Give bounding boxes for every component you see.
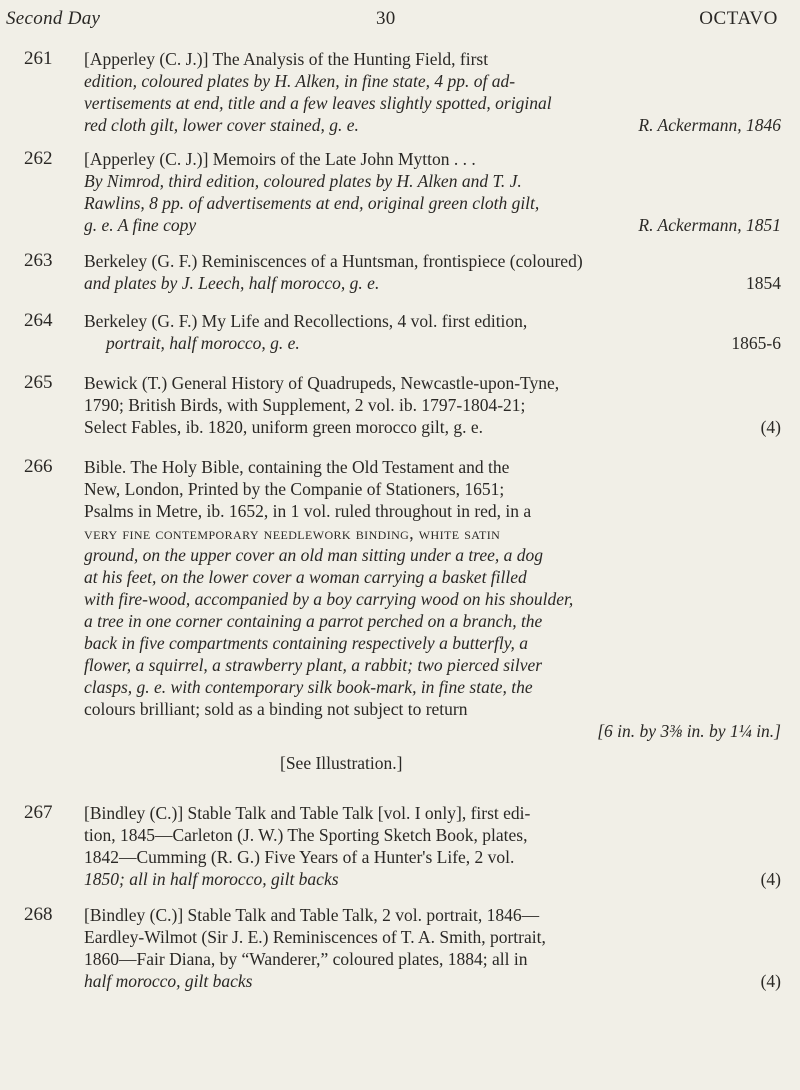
lot-line-wrap (84, 868, 781, 890)
lot-line: back in five compartments containing respectively a butterfly, a (84, 633, 529, 653)
lot-imprint: 1854 (746, 273, 781, 293)
lot-number: 262 (24, 148, 53, 169)
lot-line: Rawlins, 8 pp. of advertisements at end, original green cloth gilt, (84, 193, 540, 213)
lot-line-wrap (84, 114, 781, 136)
lot-line: half morocco, gilt backs (84, 971, 253, 991)
lot-line-wrap (84, 970, 781, 992)
lot-description (84, 372, 781, 438)
lot-line: Berkeley (G. F.) My Life and Recollections, 4 vol. first edition, (84, 311, 528, 331)
lot-line: [Bindley (C.)] Stable Talk and Table Talk, 2 vol. portrait, 1846— (84, 905, 540, 925)
lot-line: Eardley-Wilmot (Sir J. E.) Reminiscences of T. A. Smith, portrait, (84, 927, 546, 947)
lot-imprint: R. Ackermann, 1851 (638, 215, 781, 235)
lot-quantity: (4) (760, 971, 781, 991)
lot-line: [Bindley (C.)] Stable Talk and Table Talk [vol. I only], first edi- (84, 803, 531, 823)
lot-line-wrap (84, 332, 781, 354)
lot-line: portrait, half morocco, g. e. (106, 333, 300, 353)
lot-line: 1850; all in half morocco, gilt backs (84, 869, 339, 889)
lot-description (84, 802, 781, 890)
lot-line: tion, 1845—Carleton (J. W.) The Sporting Sketch Book, plates, (84, 825, 528, 845)
lot-line: very fine contemporary needlework binding, white satin (84, 523, 501, 543)
lot-line: and plates by J. Leech, half morocco, g. e. (84, 273, 380, 293)
lot-quantity: (4) (760, 417, 781, 437)
lot-line: [Apperley (C. J.)] The Analysis of the Hunting Field, first (84, 49, 489, 69)
lot-number: 265 (24, 372, 53, 393)
lot-line-wrap (84, 720, 781, 742)
lot-number: 268 (24, 904, 53, 925)
header-section: OCTAVO (699, 8, 778, 29)
lot-line: clasps, g. e. with contemporary silk book-mark, in fine state, the (84, 677, 533, 697)
lot-number: 266 (24, 456, 53, 477)
lot-number: 264 (24, 310, 53, 331)
lot-description (84, 456, 781, 774)
lot-imprint: 1865-6 (731, 333, 781, 353)
lot-line: ground, on the upper cover an old man sitting under a tree, a dog (84, 545, 543, 565)
lot-line: 1842—Cumming (R. G.) Five Years of a Hunter's Life, 2 vol. (84, 847, 515, 867)
lot-line: with fire-wood, accompanied by a boy carrying wood on his shoulder, (84, 589, 574, 609)
lot-line-wrap (84, 272, 781, 294)
lot-number: 267 (24, 802, 53, 823)
lot-line: vertisements at end, title and a few leaves slightly spotted, original (84, 93, 552, 113)
lot-imprint: R. Ackermann, 1846 (638, 115, 781, 135)
lot-description (84, 904, 781, 992)
lot-line: Bewick (T.) General History of Quadrupeds, Newcastle-upon-Tyne, (84, 373, 560, 393)
lot-line-wrap (84, 416, 781, 438)
lot-line-wrap (84, 214, 781, 236)
lot-line: [Apperley (C. J.)] Memoirs of the Late John Mytton . . . (84, 149, 476, 169)
lot-quantity: (4) (760, 869, 781, 889)
lot-line: a tree in one corner containing a parrot perched on a branch, the (84, 611, 543, 631)
lot-line: flower, a squirrel, a strawberry plant, a rabbit; two pierced silver (84, 655, 543, 675)
lot-line: Psalms in Metre, ib. 1652, in 1 vol. ruled throughout in red, in a (84, 501, 532, 521)
lot-line: 1790; British Birds, with Supplement, 2 vol. ib. 1797-1804-21; (84, 395, 526, 415)
lot-description (84, 250, 781, 294)
page-number: 30 (376, 8, 396, 29)
lot-line: edition, coloured plates by H. Alken, in fine state, 4 pp. of ad- (84, 71, 516, 91)
lot-number: 263 (24, 250, 53, 271)
lot-line: at his feet, on the lower cover a woman carrying a basket filled (84, 567, 527, 587)
lot-line: colours brilliant; sold as a binding not subject to return (84, 699, 468, 719)
lot-line: red cloth gilt, lower cover stained, g. e. (84, 115, 359, 135)
lot-line: By Nimrod, third edition, coloured plates by H. Alken and T. J. (84, 171, 522, 191)
lot-line: Select Fables, ib. 1820, uniform green morocco gilt, g. e. (84, 417, 484, 437)
page-header (6, 8, 778, 32)
lot-description (84, 310, 781, 354)
lot-dimensions: [6 in. by 3⅜ in. by 1¼ in.] (597, 721, 781, 741)
lot-description (84, 148, 781, 236)
lot-description (84, 48, 781, 136)
lot-line: Bible. The Holy Bible, containing the Old Testament and the (84, 457, 510, 477)
header-day: Second Day (6, 8, 101, 29)
lot-line: g. e. A fine copy (84, 215, 197, 235)
lot-line: New, London, Printed by the Companie of Stationers, 1651; (84, 479, 505, 499)
lot-number: 261 (24, 48, 53, 69)
lot-line: 1860—Fair Diana, by “Wanderer,” coloured plates, 1884; all in (84, 949, 528, 969)
lot-illustration-note: [See Illustration.] (280, 753, 403, 773)
lot-line: Berkeley (G. F.) Reminiscences of a Huntsman, frontispiece (coloured) (84, 251, 583, 271)
